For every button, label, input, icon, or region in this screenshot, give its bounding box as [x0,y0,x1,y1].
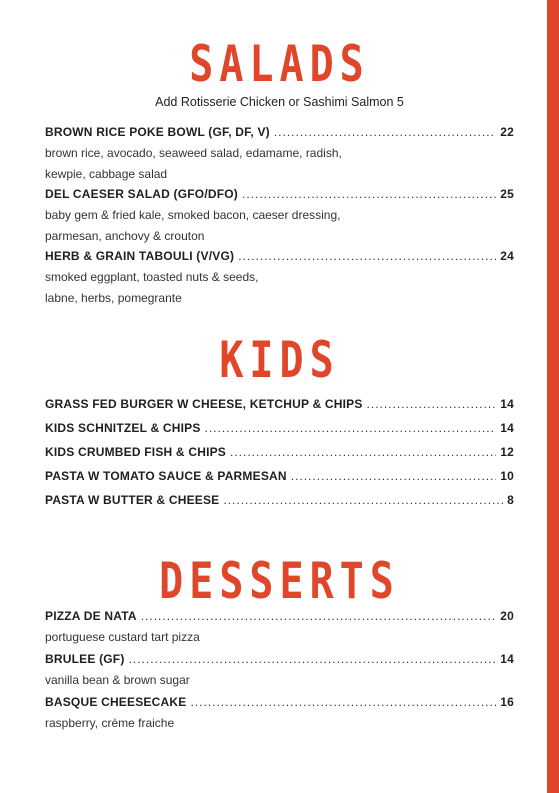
leader-dots [223,493,503,507]
leader-dots [205,421,497,435]
menu-item [45,187,514,247]
item-description: portuguese custard tart pizza [45,630,200,644]
item-price: 12 [500,445,514,459]
item-price: 8 [507,493,514,507]
menu-item [45,249,514,309]
desserts-title: DESSERTS [159,553,400,611]
leader-dots [242,187,496,201]
menu-item [45,469,514,487]
menu-item [45,609,514,648]
menu-item [45,445,514,463]
accent-stripe [547,0,559,793]
item-price: 14 [500,397,514,411]
menu-item [45,125,514,185]
leader-dots [230,445,496,459]
item-name: GRASS FED BURGER W CHEESE, KETCHUP & CHIPS [45,397,363,411]
menu-item [45,695,514,734]
item-description: baby gem & fried kale, smoked bacon, caeser dressing, parmesan, anchovy & crouton [45,208,341,243]
item-price: 14 [500,421,514,435]
item-price: 25 [500,187,514,201]
item-name: BASQUE CHEESECAKE [45,695,187,709]
item-name: BRULEE (GF) [45,652,125,666]
salads-note: Add Rotisserie Chicken or Sashimi Salmon 5 [155,95,404,109]
leader-dots [129,652,497,666]
kids-title: KIDS [219,332,340,390]
leader-dots [291,469,496,483]
leader-dots [141,609,497,623]
salads-title: SALADS [189,36,370,94]
item-name: KIDS CRUMBED FISH & CHIPS [45,445,227,459]
item-name: PASTA W TOMATO SAUCE & PARMESAN [45,469,287,483]
item-price: 16 [500,695,514,709]
item-price: 20 [500,609,514,623]
leader-dots [367,397,497,411]
item-description: smoked eggplant, toasted nuts & seeds, labne, herbs, pomegrante [45,270,259,305]
item-description: raspberry, crème fraiche [45,716,175,730]
item-name: KIDS SCHNITZEL & CHIPS [45,421,201,435]
item-price: 10 [500,469,514,483]
menu-item [45,652,514,691]
menu-item [45,397,514,415]
item-price: 22 [500,125,514,139]
item-description: vanilla bean & brown sugar [45,673,190,687]
item-price: 24 [500,249,514,263]
menu-item [45,493,514,511]
menu-item [45,421,514,439]
item-description: brown rice, avocado, seaweed salad, edamame, radish, kewpie, cabbage salad [45,146,342,181]
item-name: DEL CAESER SALAD (GFO/DFO) [45,187,238,201]
leader-dots [190,695,496,709]
item-price: 14 [500,652,514,666]
leader-dots [274,125,496,139]
item-name: PIZZA DE NATA [45,609,137,623]
leader-dots [238,249,496,263]
item-name: PASTA W BUTTER & CHEESE [45,493,220,507]
item-name: HERB & GRAIN TABOULI (V/VG) [45,249,235,263]
item-name: BROWN RICE POKE BOWL (GF, DF, V) [45,125,270,139]
